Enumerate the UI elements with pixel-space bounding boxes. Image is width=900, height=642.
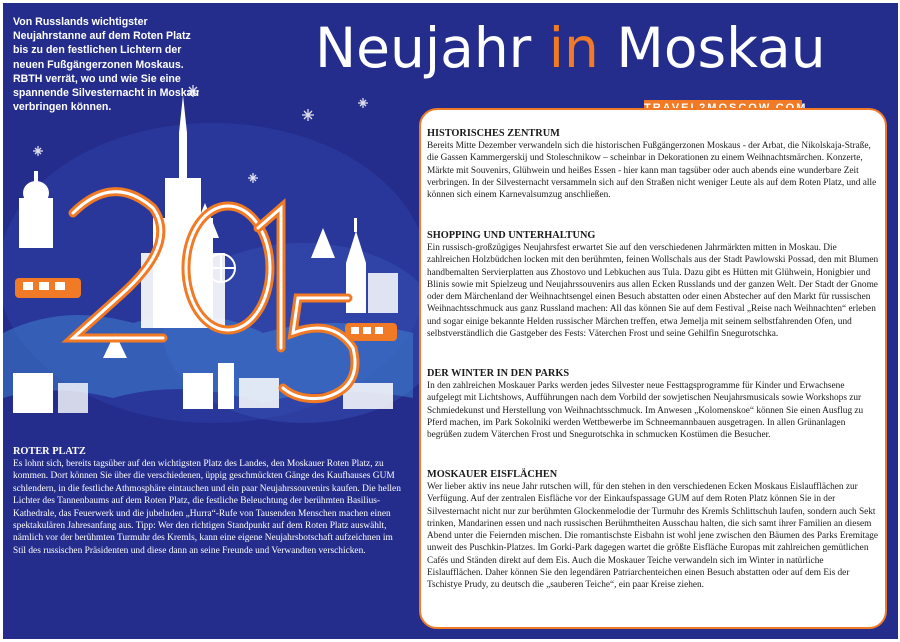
title-part-2: Moskau xyxy=(598,16,826,80)
section-eisflaechen xyxy=(427,468,881,592)
section-heading: SHOPPING UND UNTERHALTUNG xyxy=(427,230,596,241)
section-parks xyxy=(427,367,881,441)
section-roter-platz xyxy=(13,445,408,557)
page-title xyxy=(315,13,826,83)
ferris-wheel-icon xyxy=(207,254,235,282)
section-historisches-zentrum xyxy=(427,127,881,201)
section-text: Ein russisch-großzügiges Neujahrsfest erwartet Sie auf den verschiedenen Jahrmärkten mitten in Moskau. Die zahlreichen Holzbüdchen locken mit den berühmten, feinen Wollschals aus der Stadt Pawlowski Possad, den mit Blumen handbemalten Servierplatten aus Zhostovo und Lebkuchen aus Tula. Dazu gibt es Hütten mit Glühwein, Honigbier und Blinis sowie mit Spielzeug und Neujahrssouvenirs aus allen Ecken Russlands und der ganzen Welt. Der Stadt der Gnome oder dem Märchenland der Weihnachtsengel einen Besuch abstatten oder einen Abstecher auf den Markt für russischen Weihnachtsschmuck aus ganz Russland machen: All das können Sie auf dem Festival „Reise nach Weihnachten“ erleben und sogar einige bekannte Helden russischer Märchen treffen, etwa Jemelja mit seinem selbstfahrenden Ofen, und selbstverständlich die Gastgeber des Fests: Väterchen Frost und seine Gehilfin Snegurotschka. xyxy=(427,243,879,340)
intro-text: Von Russlands wichtigster Neujahrstanne auf dem Roten Platz bis zu den festlichen Lichtern der neuen Fußgängerzonen Moskaus. RBTH verrät, wo und wie Sie eine spannende Silvesternacht in Moskau verbringen können. xyxy=(13,16,200,114)
section-text: Wer lieber aktiv ins neue Jahr rutschen will, für den stehen in den verschiedenen Ecken Moskaus Eislaufflächen zur Verfügung. Auf der zentralen Eisfläche vor der Einkaufspassage GUM auf dem Roten Platz können Sie in der Silvesternacht nicht nur zur berühmten Glockenmelodie der Turmuhr des Kremls Schlittschuh laufen, sondern auch Sekt trinken, Mandarinen essen und nach russischen Berühmtheiten Ausschau halten, die sich samt ihrer Familien an diesem Abend unter die Feiernden mischen. Die romantischste Eisbahn ist wohl jene zwischen den Bäumen des Parks Eremitage unweit des Puschkin-Platzes. Im Gorki-Park dagegen wartet die größte Eisfläche Europas mit zahlreichen gemütlichen Cafés und Ständen direkt auf dem Eis. Auch die Moskauer Teiche verwandeln sich im Winter in natürliche Eislaufflächen. Daher können Sie den legendären Patriarchenteichen einen Besuch abstatten oder auf dem Eis der Tschistye Prudy, zu deutsch die „sauberen Teiche“, ein paar Kreise ziehen. xyxy=(427,482,879,591)
section-shopping xyxy=(427,229,881,340)
section-heading: DER WINTER IN DEN PARKS xyxy=(427,368,570,379)
section-heading: MOSKAUER EISFLÄCHEN xyxy=(427,469,558,480)
title-highlight: in xyxy=(548,16,599,80)
bus-icon xyxy=(345,323,397,341)
section-text: In den zahlreichen Moskauer Parks werden jedes Silvester neue Festtagsprogramme für Kinder und Erwachsene aufgelegt mit Lichtshows, Aufführungen nach dem Vorbild der sowjetischen Neujahrsmusicals sowie Workshops zur Schmiedekunst und Herstellung von Weihnachtsschmuck. Im Anwesen „Kolomenskoe“ können Sie einen Ausflug zu Pferd machen, im Park Sokolniki werden Wettbewerbe im Schneemannbauen ausgetragen. In allen Grünanlagen begrüßen zudem Väterchen Frost und Snegurotschka in schmucken Kostümen die Besucher. xyxy=(427,381,864,441)
section-text: Es lohnt sich, bereits tagsüber auf den wichtigsten Platz des Landes, den Moskauer Roten Platz, zu kommen. Dort können Sie über die verschiedenen, üppig geschmückten Gänge des Kaufhauses GUM schlendern, in die festliche Athmosphäre eintauchen und ein paar Neujahrssouvenirs kaufen. Die hellen Lichter des Tannenbaums auf dem Roten Platz, die festliche Beleuchtung der berühmten Basilius-Kathedrale, das Feuerwerk und die jubelnden „Hurra“-Rufe von Tausenden Menschen machen einen spektakulären Jahresanfang aus. Tipp: Wer den richtigen Standpunkt auf dem Roten Platz auswählt, nämlich vor der berühmten Turmuhr des Kremls, kann eine eigene Neujahrsbotschaft aufzeichnen im Stil des russischen Präsidenten und diese dann an seine Freunde und Verwandten verschicken. xyxy=(13,459,401,556)
title-part-1: Neujahr xyxy=(315,16,549,80)
section-heading: ROTER PLATZ xyxy=(13,446,86,457)
tram-icon xyxy=(15,278,81,298)
section-heading: HISTORISCHES ZENTRUM xyxy=(427,128,560,139)
section-text: Bereits Mitte Dezember verwandeln sich die historischen Fußgängerzonen Moskaus - der Arbat, die Nikolskaja-Straße, die Gassen Kammergerskij und Stoleschnikow – scheinbar in Dekorationen zu einem Weihnachtsmärchen. Konzerte, Märkte mit Souvenirs, Glühwein und heißes Essen - hier kann man tagsüber oder auch abends eine wunderbare Zeit verbringen. In der Silvesternacht versammeln sich auf den Straßen nicht weniger Leute als auf dem Roten Platz, und alle können sich einem Karnevalsumzug anschließen. xyxy=(427,141,877,201)
